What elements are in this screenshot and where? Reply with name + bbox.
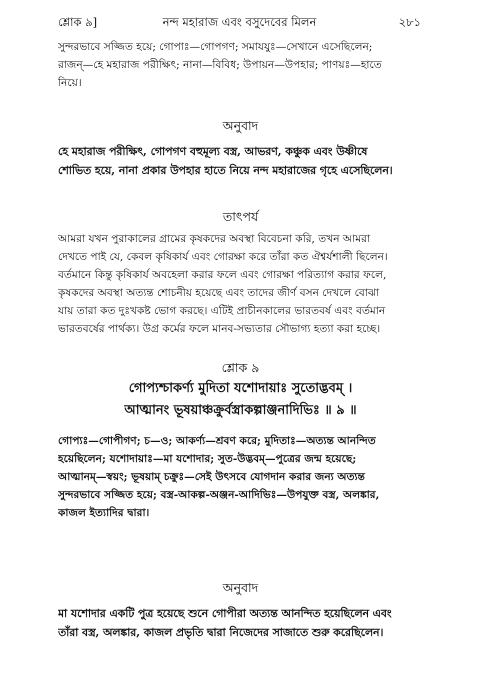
- translation-line: মা যশোদার একটি পুত্র হয়েছে শুনে গোপীরা অত্যন্ত আনন্দিত হয়েছিলেন এবং: [58, 607, 392, 620]
- synonyms-line: নিয়ে।: [58, 77, 82, 89]
- synonyms-line: সুন্দরভাবে সজ্জিত হয়ে; বস্ত্র-আকল্প-অঞ্জন-আদিভিঃ—উপযুক্ত বস্ত্র, অলঙ্কার,: [58, 489, 380, 501]
- verse-heading: শ্লোক ৯: [221, 360, 260, 375]
- header-page-number: ২৮১: [398, 15, 421, 29]
- synonyms-line: রাজন্—হে মহারাজ পরীক্ষিৎ; নানা—বিবিধ; উপায়ন—উপহার; পাণয়ঃ—হাতে: [58, 59, 382, 71]
- translation-heading: অনুবাদ: [222, 118, 259, 133]
- running-header: [58, 14, 421, 30]
- synonyms-line: সুন্দরভাবে সজ্জিত হয়ে; গোপাঃ—গোপগণ; সমাযযুঃ—সেখানে এসেছিলেন;: [58, 41, 373, 53]
- purport-line: আমরা যখন পুরাকালের গ্রামের কৃষকদের অবস্থা বিবেচনা করি, তখন আমরা: [58, 233, 371, 245]
- purport-line: দেখতে পাই যে, কেবল কৃষিকার্য এবং গোরক্ষা করে তাঁরা কত ঐশ্বর্যশালী ছিলেন।: [58, 251, 388, 263]
- header-chapter-title: নন্দ মহারাজ এবং বসুদেবের মিলন: [162, 15, 317, 29]
- synonyms-line: গোপ্যঃ—গোপীগণ; চ—ও; আকর্ণ্য—শ্রবণ করে; মুদিতাঃ—অত্যন্ত আনন্দিত: [58, 435, 376, 447]
- translation-line: শোভিত হয়ে, নানা প্রকার উপহার হাতে নিয়ে নন্দ মহারাজের গৃহে এসেছিলেন।: [58, 164, 393, 177]
- word-synonyms: [58, 432, 423, 522]
- verse-line: আত্মানং ভূষয়াঞ্চক্রুর্বস্ত্রাকল্পাঞ্জনাদিভিঃ ॥ ৯ ॥: [124, 403, 357, 418]
- translation-line: তাঁরা বস্ত্র, অলঙ্কার, কাজল প্রভৃতি দ্বারা নিজেদের সাজাতে শুরু করেছিলেন।: [58, 626, 384, 639]
- synonyms-line: হয়েছিলেন; যশোদায়াঃ—মা যশোদার; সুত-উদ্ভবম্—পুত্রের জন্ম হয়েছে;: [58, 453, 357, 465]
- purport-line: কৃষকদের অবস্থা অত্যন্ত শোচনীয় হয়েছে এবং তাদের জীর্ণ বসন দেখলে বোঝা: [58, 287, 379, 299]
- purport-text: [58, 230, 423, 338]
- purport-line: বর্তমানে কিন্তু কৃষিকার্য অবহেলা করার ফলে এবং গোরক্ষা পরিত্যাগ করার ফলে,: [58, 269, 387, 281]
- purport-line: ভারতবর্ষের পার্থক্য। উগ্র কর্মের ফলে মানব-সভ্যতার সৌভাগ্য হত্যা করা হচ্ছে।: [58, 323, 381, 335]
- translation-text: [58, 142, 423, 180]
- verse-line: গোপ্যশ্চাকর্ণ্য মুদিতা যশোদায়াঃ সুতোদ্ভবম্ ।: [128, 381, 353, 396]
- synonyms-line: কাজল ইত্যাদির দ্বারা।: [58, 507, 150, 519]
- synonyms-continued: [58, 38, 423, 92]
- translation-heading: অনুবাদ: [222, 580, 259, 595]
- translation-text: [58, 604, 423, 642]
- header-verse-ref: শ্লোক ৯]: [58, 15, 98, 29]
- purport-heading: তাৎপর্য: [222, 209, 259, 224]
- synonyms-line: আত্মানম্—স্বয়ং; ভূষয়াম্ চক্রুঃ—সেই উৎসবে যোগদান করার জন্য অত্যন্ত: [58, 471, 365, 483]
- translation-line: হে মহারাজ পরীক্ষিৎ, গোপগণ বহুমূল্য বস্ত্র, আভরণ, কঞ্চুক এবং উষ্ণীষে: [58, 145, 368, 158]
- verse-text: [58, 378, 423, 422]
- purport-line: যায় তারা কত দুঃখকষ্ট ভোগ করছে। এটিই প্রাচীনকালের ভারতবর্ষ এবং বর্তমান: [58, 305, 386, 317]
